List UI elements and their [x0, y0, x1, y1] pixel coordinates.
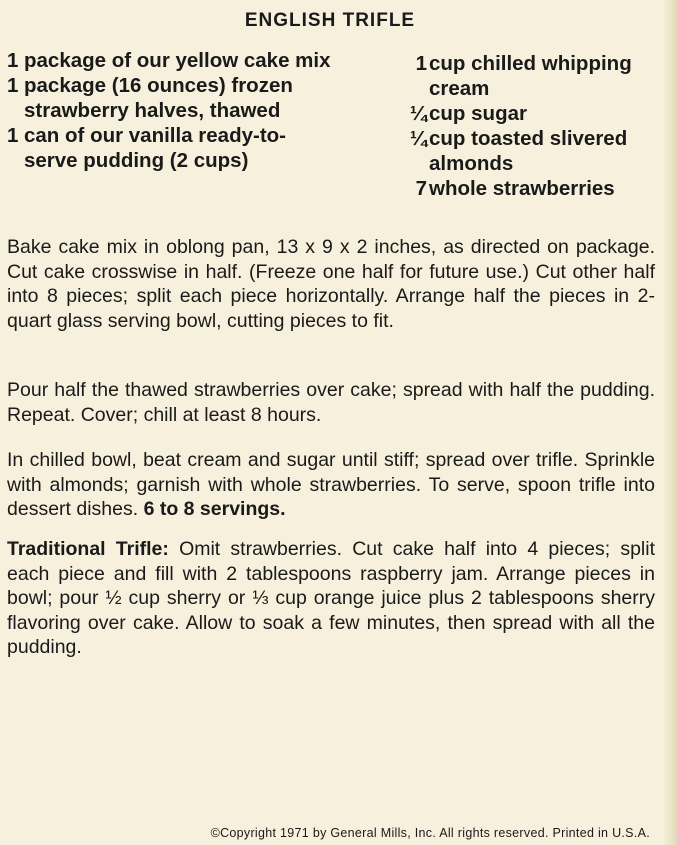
ingredient-qty: 1 [7, 124, 19, 147]
instruction-paragraph: Bake cake mix in oblong pan, 13 x 9 x 2 inches, as directed on package. Cut cake crosswise in half. (Freeze one half for future use.) Cut other half into 8 pieces; split each piece horizontally. Arrange half the pieces in 2-quart glass serving bowl, cutting pieces to fit. [7, 236, 655, 332]
ingredient-qty: 1 [415, 52, 427, 75]
copyright-notice: ©Copyright 1971 by General Mills, Inc. All rights reserved. Printed in U.S.A. [210, 826, 650, 840]
ingredient-item [402, 176, 662, 201]
ingredient-qty: ¼ [409, 127, 427, 150]
ingredient-qty: 7 [415, 177, 427, 200]
recipe-title: ENGLISH TRIFLE [244, 10, 416, 31]
ingredient-item [402, 126, 662, 176]
ingredient-text: cup chilled whipping cream [429, 52, 632, 100]
ingredient-text: cup sugar [429, 102, 527, 125]
variation-heading: Traditional Trifle: [7, 538, 169, 560]
ingredient-text: can of our vanilla ready-to-serve pudding (2 cups) [24, 124, 286, 172]
card-edge-shadow [663, 0, 677, 845]
ingredient-item [402, 51, 662, 101]
variation-paragraph [7, 537, 655, 660]
ingredient-text: cup toasted slivered almonds [429, 127, 628, 175]
ingredient-item [7, 48, 337, 73]
servings-label: 6 to 8 servings. [143, 498, 286, 520]
ingredient-qty: 1 [7, 49, 19, 72]
instruction-paragraph [7, 448, 655, 522]
instruction-text: In chilled bowl, beat cream and sugar until stiff; spread over trifle. Sprinkle with almonds; garnish with whole strawberries. To serve, spoon trifle into dessert dishes. [7, 449, 655, 520]
instruction-paragraph: Pour half the thawed strawberries over cake; spread with half the pudding. Repeat. Cover; chill at least 8 hours. [7, 379, 655, 426]
ingredient-item [7, 73, 337, 123]
ingredient-item [7, 123, 337, 173]
ingredient-text: package (16 ounces) frozen strawberry halves, thawed [24, 74, 293, 122]
ingredients-right [402, 51, 662, 201]
variation-text: Omit strawberries. Cut cake half into 4 pieces; split each piece and fill with 2 tablespoons raspberry jam. Arrange pieces in bowl; pour ½ cup sherry or ⅓ cup orange juice plus 2 tablespoons sherry flavoring over cake. Allow to soak a few minutes, then spread with all the pudding. [7, 538, 655, 658]
ingredient-qty: 1 [7, 74, 19, 97]
ingredient-text: whole strawberries [429, 177, 615, 200]
ingredients-left [7, 48, 337, 173]
ingredient-item [402, 101, 662, 126]
ingredient-text: package of our yellow cake mix [24, 49, 331, 72]
ingredient-qty: ¼ [409, 102, 427, 125]
